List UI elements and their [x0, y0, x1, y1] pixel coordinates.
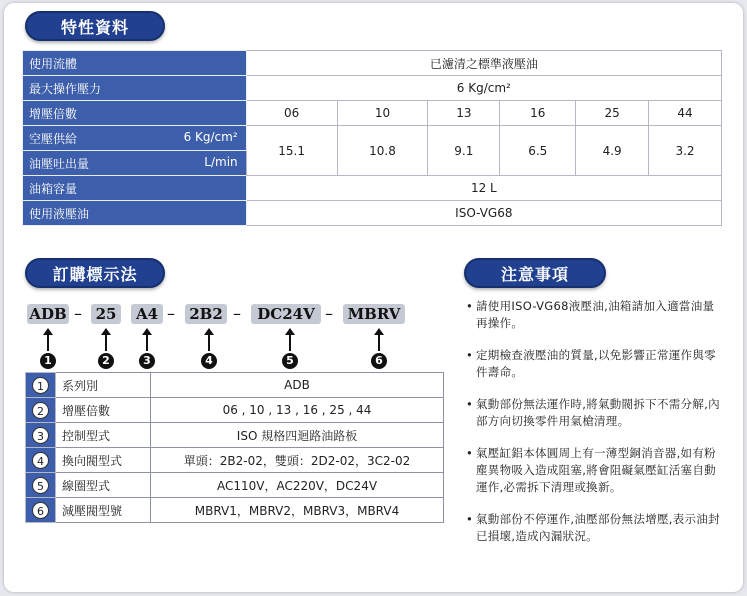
section-title-characteristics: 特性資料: [25, 11, 165, 41]
spec-row-ratio: [23, 101, 722, 126]
section-title-notes: 注意事項: [464, 258, 606, 288]
code-dash: –: [325, 304, 333, 323]
row-number: 4: [32, 452, 49, 469]
arrow-up-icon: [146, 333, 148, 351]
spec-table: [22, 50, 722, 226]
spec-ratio-cell: 44: [649, 101, 722, 126]
spec-ratio-cell: 06: [246, 101, 337, 126]
code-dash: –: [233, 304, 241, 323]
marker-number: 6: [371, 353, 387, 369]
spec-label-fluid: 使用流體: [23, 51, 247, 76]
spec-ratio-cell: 10: [337, 101, 428, 126]
row-number-cell: [26, 398, 56, 423]
row-number-cell: [26, 448, 56, 473]
spec-row-tank: [23, 176, 722, 201]
row-name: 換向閥型式: [56, 448, 151, 473]
code-segment-ratio: 25: [91, 304, 121, 324]
spec-unit-air-supply: 6 Kg/cm²: [183, 129, 238, 144]
row-name: 減壓閥型號: [56, 498, 151, 523]
order-code: [27, 304, 417, 324]
spec-ratio-cell: 25: [576, 101, 649, 126]
table-row: [26, 398, 444, 423]
spec-row-fluid: [23, 51, 722, 76]
spec-value-tank: 12 L: [246, 176, 721, 201]
row-name: 系列別: [56, 373, 151, 398]
table-row: [26, 473, 444, 498]
row-number-cell: [26, 423, 56, 448]
code-marker-6: [371, 333, 387, 369]
spec-row-max-pressure: [23, 76, 722, 101]
row-value: 06 , 10 , 13 , 16 , 25 , 44: [151, 398, 444, 423]
row-value: ISO 規格四迴路油路板: [151, 423, 444, 448]
code-marker-4: [201, 333, 217, 369]
list-item: • 氣壓缸鋁本体圓周上有一薄型銅消音器,如有粉塵異物吸入造成阻塞,將會阻礙氣壓缸活塞自動運作,必需拆下清理或換新。: [466, 445, 726, 496]
code-dash: –: [167, 304, 175, 323]
row-number-cell: [26, 373, 56, 398]
row-value: 單頭：2B2-02，雙頭：2D2-02，3C2-02: [151, 448, 444, 473]
code-marker-5: [282, 333, 298, 369]
spec-output-cell: 10.8: [337, 126, 428, 176]
spec-row-oil: [23, 201, 722, 226]
arrow-up-icon: [289, 333, 291, 351]
code-segment-valve: 2B2: [185, 304, 227, 324]
row-name: 線圈型式: [56, 473, 151, 498]
code-marker-2: [98, 333, 114, 369]
spec-ratio-cell: 16: [500, 101, 576, 126]
row-name: 增壓倍數: [56, 398, 151, 423]
row-number-cell: [26, 473, 56, 498]
spec-row-air-supply: [23, 126, 722, 151]
table-row: [26, 448, 444, 473]
code-marker-3: [139, 333, 155, 369]
spec-label-tank: 油箱容量: [23, 176, 247, 201]
code-marker-1: [40, 333, 56, 369]
row-value: MBRV1，MBRV2，MBRV3，MBRV4: [151, 498, 444, 523]
spec-ratio-cell: 13: [428, 101, 500, 126]
row-value: ADB: [151, 373, 444, 398]
spec-value-oil: ISO-VG68: [246, 201, 721, 226]
table-row: [26, 423, 444, 448]
list-item: • 氣動部份無法運作時,將氣動閥拆下不需分解,內部方向切換零件用氣槍清理。: [466, 396, 726, 430]
marker-number: 4: [201, 353, 217, 369]
list-item: • 氣動部份不停運作,油壓部份無法增壓,表示油封已損壞,造成內漏狀況。: [466, 511, 726, 545]
spec-label-air-supply: [23, 126, 247, 151]
table-row: [26, 373, 444, 398]
marker-number: 3: [139, 353, 155, 369]
code-segment-coil: DC24V: [251, 304, 321, 324]
marker-number: 5: [282, 353, 298, 369]
arrow-up-icon: [47, 333, 49, 351]
row-value: AC110V，AC220V，DC24V: [151, 473, 444, 498]
row-number: 3: [32, 427, 49, 444]
list-item: • 請使用ISO-VG68液壓油,油箱請加入適當油量再操作。: [466, 298, 726, 332]
table-row: [26, 498, 444, 523]
section-title-ordering: 訂購標示法: [25, 258, 165, 288]
arrow-up-icon: [208, 333, 210, 351]
spec-output-cell: 4.9: [576, 126, 649, 176]
spec-label-max-pressure: 最大操作壓力: [23, 76, 247, 101]
spec-unit-oil-output: L/min: [204, 154, 238, 169]
code-segment-reducer: MBRV: [343, 304, 405, 324]
spec-value-fluid: 已濾清之標準液壓油: [246, 51, 721, 76]
arrow-up-icon: [378, 333, 380, 351]
code-segment-control: A4: [131, 304, 163, 324]
arrow-up-icon: [105, 333, 107, 351]
row-number: 2: [32, 402, 49, 419]
spec-output-cell: 9.1: [428, 126, 500, 176]
marker-number: 2: [98, 353, 114, 369]
code-dash: –: [74, 304, 82, 323]
code-segment-series: ADB: [27, 304, 69, 324]
spec-output-cell: 3.2: [649, 126, 722, 176]
spec-value-max-pressure: 6 Kg/cm²: [246, 76, 721, 101]
row-name: 控制型式: [56, 423, 151, 448]
spec-label-oil-output: [23, 151, 247, 176]
spec-label-oil: 使用液壓油: [23, 201, 247, 226]
spec-label-ratio: 增壓倍數: [23, 101, 247, 126]
spec-output-cell: 6.5: [500, 126, 576, 176]
marker-number: 1: [40, 353, 56, 369]
row-number: 1: [32, 377, 49, 394]
row-number: 6: [32, 502, 49, 519]
row-number-cell: [26, 498, 56, 523]
order-table: [25, 372, 444, 523]
row-number: 5: [32, 477, 49, 494]
spec-label-oil-output-text: 油壓吐出量: [29, 156, 90, 171]
notes-list: [466, 298, 726, 560]
spec-output-cell: 15.1: [246, 126, 337, 176]
spec-label-air-supply-text: 空壓供給: [29, 131, 78, 146]
list-item: • 定期檢查液壓油的質量,以免影響正常運作與零件壽命。: [466, 347, 726, 381]
